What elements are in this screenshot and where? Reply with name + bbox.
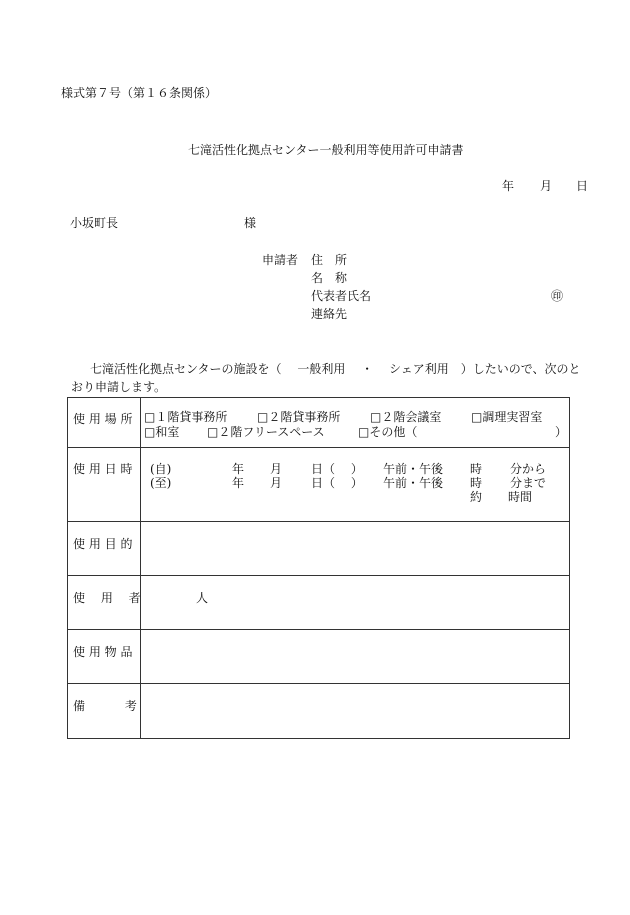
place-label: 使 用 場 所 bbox=[73, 412, 133, 426]
from-month: 月 bbox=[270, 462, 283, 476]
option-2f-free-space[interactable]: □２階フリースペース bbox=[207, 425, 325, 439]
users-unit: 人 bbox=[196, 591, 209, 605]
row-users bbox=[68, 576, 570, 630]
to-year: 年 bbox=[232, 476, 245, 490]
purpose-cell[interactable] bbox=[141, 522, 570, 576]
addressee-honorific: 様 bbox=[244, 216, 257, 230]
option-2f-meeting-room[interactable]: □２階会議室 bbox=[370, 410, 442, 424]
approx-label: 約 bbox=[470, 490, 483, 504]
from-day: 日（ ） bbox=[311, 462, 363, 476]
items-cell[interactable] bbox=[141, 630, 570, 684]
datetime-label: 使 用 日 時 bbox=[73, 462, 133, 476]
to-ampm: 午前・午後 bbox=[383, 476, 444, 490]
to-minute: 分まで bbox=[510, 476, 547, 490]
to-label: (至) bbox=[150, 476, 172, 490]
from-year: 年 bbox=[232, 462, 245, 476]
from-hour: 時 bbox=[470, 462, 483, 476]
from-label: (自) bbox=[150, 462, 172, 476]
option-japanese-room[interactable]: □和室 bbox=[144, 425, 180, 439]
contact-label: 連絡先 bbox=[311, 307, 348, 321]
request-line-1: 七滝活性化拠点センターの施設を（ 一般利用 ・ シェア利用 ）したいので、次のと bbox=[90, 362, 581, 376]
date-year-label: 年 bbox=[502, 179, 515, 193]
to-day: 日（ ） bbox=[311, 476, 363, 490]
to-month: 月 bbox=[270, 476, 283, 490]
remarks-cell[interactable] bbox=[141, 684, 570, 739]
datetime-cell bbox=[141, 448, 570, 522]
from-ampm: 午前・午後 bbox=[383, 462, 444, 476]
option-1f-office[interactable]: □１階貸事務所 bbox=[144, 410, 228, 424]
applicant-label: 申請者 bbox=[262, 253, 299, 267]
from-minute: 分から bbox=[510, 462, 547, 476]
date-day-label: 日 bbox=[576, 179, 589, 193]
users-cell[interactable] bbox=[141, 576, 570, 630]
option-other-close: ） bbox=[555, 425, 568, 439]
form-number: 様式第７号（第１６条関係） bbox=[61, 86, 218, 100]
hours-label: 時間 bbox=[508, 490, 533, 504]
row-remarks bbox=[68, 684, 570, 739]
place-options-cell bbox=[141, 398, 570, 448]
date-month-label: 月 bbox=[540, 179, 553, 193]
users-label: 使 用 者 bbox=[73, 591, 141, 605]
applicant-address-label: 住 所 bbox=[311, 253, 348, 267]
items-label: 使 用 物 品 bbox=[73, 645, 133, 659]
addressee-name: 小坂町長 bbox=[70, 216, 119, 230]
applicant-name-label: 名 称 bbox=[311, 271, 348, 285]
seal-mark: ㊞ bbox=[551, 289, 564, 303]
remarks-label: 備 考 bbox=[73, 699, 137, 713]
option-cooking-room[interactable]: □調理実習室 bbox=[471, 410, 543, 424]
row-place bbox=[68, 398, 570, 448]
document-title: 七滝活性化拠点センター一般利用等使用許可申請書 bbox=[188, 143, 464, 157]
row-items bbox=[68, 630, 570, 684]
row-datetime bbox=[68, 448, 570, 522]
option-2f-office[interactable]: □２階貸事務所 bbox=[257, 410, 341, 424]
row-purpose bbox=[68, 522, 570, 576]
request-line-2: おり申請します。 bbox=[71, 380, 167, 394]
representative-label: 代表者氏名 bbox=[311, 289, 372, 303]
application-table bbox=[67, 397, 570, 739]
purpose-label: 使 用 目 的 bbox=[73, 537, 133, 551]
to-hour: 時 bbox=[470, 476, 483, 490]
option-other[interactable]: □その他（ bbox=[358, 425, 418, 439]
